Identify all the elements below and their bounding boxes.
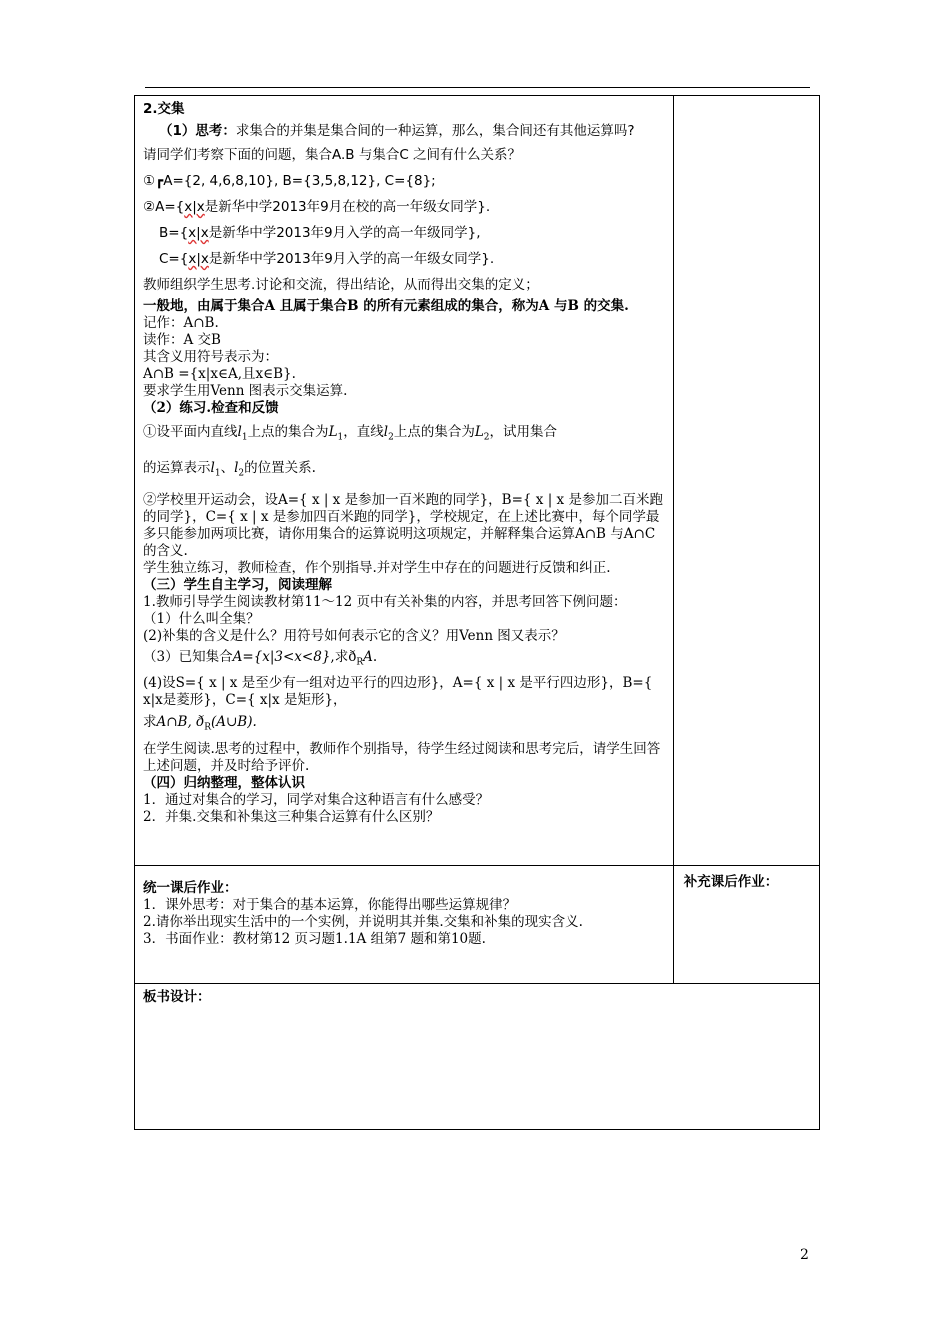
sub-l1: 1	[241, 432, 248, 443]
line-l1: l	[237, 424, 242, 440]
example-3-rest: 是新华中学2013年9月入学的高一年级同学},	[208, 225, 481, 241]
header-rule	[145, 87, 810, 88]
question-4-ask	[143, 709, 666, 741]
think-label: （1）思考：	[159, 123, 236, 139]
homework-2: 2.请你举出现实生活中的一个实例，并说明其并集.交集和补集的现实含义.	[143, 914, 583, 930]
lesson-table	[134, 95, 820, 1130]
practice-1-e: ，试用集合	[489, 424, 558, 440]
question-2: (2)补集的含义是什么？用符号如何表示它的含义？用Venn 图又表示？	[143, 628, 565, 645]
side-cell-empty	[673, 96, 819, 866]
example-3	[143, 220, 666, 246]
example-3-prefix: B={	[159, 225, 189, 241]
question-3-a: （3）已知集合	[143, 649, 233, 666]
homework-cell	[135, 866, 674, 984]
sub-l1-ref: 1	[214, 468, 221, 479]
example-4-rest: 是新华中学2013年9月入学的高一年级女同学}.	[208, 251, 495, 267]
part3-item-1: 1.教师引导学生阅读教材第11～12 页中有关补集的内容，并思考回答下例问题：	[143, 594, 627, 611]
supplement-cell	[673, 866, 819, 984]
section-title: 2.交集	[143, 101, 185, 117]
board-design-cell	[135, 984, 820, 1130]
practice-1-c: ，直线	[343, 424, 384, 440]
reading-note: 在学生阅读.思考的过程中，教师作个别指导，待学生经过阅读和思考完后，请学生回答上述问题，并及时给予评价.	[143, 740, 661, 774]
example-2-rest: 是新华中学2013年9月在校的高一年级女同学}.	[204, 199, 491, 215]
practice-1-line-1	[143, 417, 666, 453]
question-4: (4)设S={ x | x 是至少有一组对边平行的四边形}，A={ x | x 是平行四边形}，B={ x|x是菱形}，C={ x|x 是矩形}，	[143, 675, 653, 709]
practice-1-line2-b: 的位置关系.	[244, 459, 316, 476]
question-3	[143, 645, 666, 675]
practice-1-d: 上点的集合为	[393, 424, 475, 440]
question-4-formula: A∩B, ð	[156, 714, 205, 731]
complement-subscript: R	[356, 658, 364, 669]
think-text: 求集合的并集是集合间的一种运算，那么，集合间还有其他运算吗?	[235, 123, 635, 139]
sub-l2-ref: 2	[238, 468, 245, 479]
ask-text: 请同学们考察下面的问题，集合A.B 与集合C 之间有什么关系？	[143, 147, 522, 163]
question-1: （1）什么叫全集？	[143, 611, 260, 628]
example-4-x: x|x	[188, 251, 209, 267]
example-2-x: x|x	[184, 199, 205, 215]
part4-item-2: 2．并集.交集和补集这三种集合运算有什么区别？	[143, 808, 440, 825]
question-3-end: .	[372, 649, 378, 666]
practice-1-line-2	[143, 453, 666, 489]
line-l1-ref: l	[210, 459, 215, 476]
sub-l2: 2	[388, 432, 394, 443]
practice-1-line2-a: 的运算表示	[143, 459, 211, 476]
practice-feedback: 学生独立练习，教师检查，作个别指导.并对学生中存在的问题进行反馈和纠正.	[143, 560, 611, 577]
set-L1: L	[328, 424, 338, 440]
practice-1-sep: 、	[220, 459, 235, 476]
question-3-b: ,求	[330, 649, 349, 666]
teacher-note: 教师组织学生思考.讨论和交流，得出结论，从而得出交集的定义；	[143, 277, 539, 293]
page-number: 2	[800, 1247, 809, 1263]
symbol-intro: 其含义用符号表示为：	[143, 349, 278, 365]
homework-3: 3．书面作业：教材第12 页习题1.1A 组第7 题和第10题.	[143, 931, 486, 947]
notation-read: 读作：A 交B	[143, 332, 221, 348]
line-l2-ref: l	[234, 459, 239, 476]
practice-2: ②学校里开运动会，设A={ x | x 是参加一百米跑的同学}，B={ x | x 是参加二百米跑的同学}，C={ x | x 是参加四百米跑的同学}，学校规定，在上述比赛中，每个同学最多只能参加两项比赛，请你用集合的运算说明这项规定，并解释集合运算A∩B 与A∩C 的含义.	[143, 492, 663, 560]
notation-write: 记作：A∩B.	[143, 315, 219, 331]
question-4-tail: (A∪B).	[210, 714, 257, 731]
question-4-ask-label: 求	[143, 714, 157, 731]
think-paragraph	[143, 120, 666, 142]
main-content-cell	[135, 96, 674, 866]
example-1: ①┏A={2, 4,6,8,10}, B={3,5,8,12}, C={8};	[143, 173, 436, 189]
set-L2: L	[474, 424, 484, 440]
supplement-title: 补充课后作业：	[683, 874, 779, 890]
example-3-x: x|x	[188, 225, 209, 241]
homework-1: 1．课外思考：对于集合的基本运算，你能得出哪些运算规律？	[143, 897, 517, 913]
question-4-subscript: R	[204, 722, 211, 733]
practice-1-a: ①设平面内直线	[143, 424, 238, 440]
venn-request: 要求学生用Venn 图表示交集运算.	[143, 383, 348, 399]
line-l2: l	[383, 424, 389, 440]
board-title: 板书设计：	[143, 989, 211, 1005]
part3-title: （三）学生自主学习，阅读理解	[143, 577, 332, 594]
question-3-A: A	[363, 649, 373, 666]
part4-item-1: 1．通过对集合的学习，同学对集合这种语言有什么感受？	[143, 791, 490, 808]
example-2-prefix: ②A={	[143, 199, 185, 215]
definition: 一般地，由属于集合A 且属于集合B 的所有元素组成的集合，称为A 与B 的交集.	[143, 298, 629, 314]
example-4-prefix: C={	[159, 251, 189, 267]
question-3-set: A={x|3<x<8}	[232, 649, 331, 666]
example-2	[143, 194, 666, 220]
part4-title: （四）归纳整理，整体认识	[143, 774, 305, 791]
symbol-formula: A∩B ={x|x∈A,且x∈B}.	[143, 366, 296, 382]
practice-title: （2）练习.检查和反馈	[143, 400, 279, 416]
complement-symbol: ð	[348, 649, 357, 666]
sub-L2: 2	[483, 432, 490, 443]
homework-title: 统一课后作业：	[143, 880, 238, 896]
practice-1-b: 上点的集合为	[247, 424, 329, 440]
example-4	[143, 246, 666, 272]
sub-L1: 1	[337, 432, 344, 443]
